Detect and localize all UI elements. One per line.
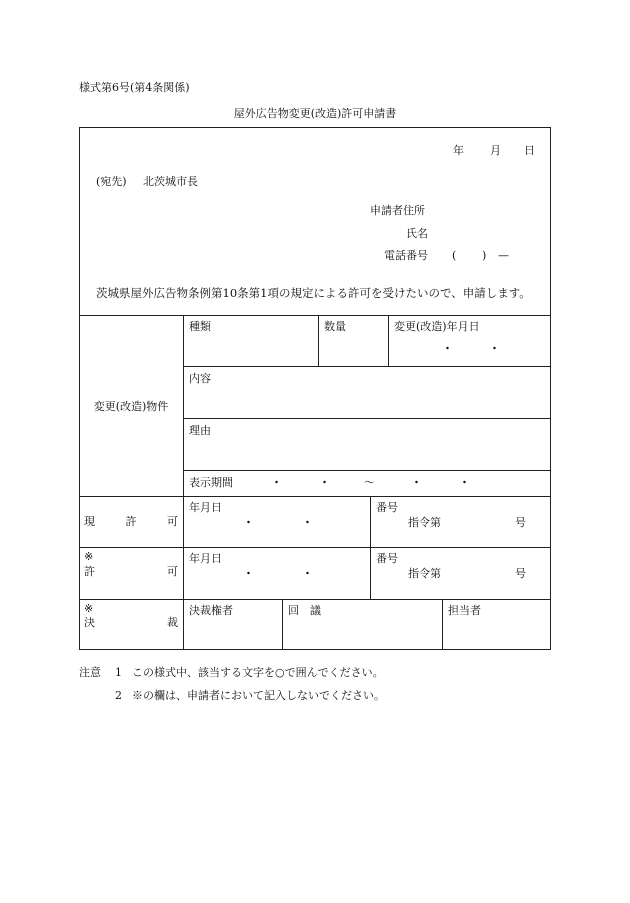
decision-char-1: 決	[84, 616, 95, 629]
period-dot-1: ・	[271, 476, 282, 489]
permit-label	[84, 566, 178, 577]
change-date-label: 変更(改造)年月日	[394, 320, 480, 333]
permit-char-1: 許	[84, 565, 95, 578]
addressee-label: (宛先)	[96, 175, 127, 188]
divider-object-section	[79, 496, 551, 497]
period-dot-2: ・	[319, 476, 330, 489]
change-date-dot-2: ・	[489, 342, 500, 355]
circulation-label: 回 議	[288, 604, 321, 617]
divider-authority-circulation	[282, 599, 283, 650]
current-permit-label	[84, 516, 178, 527]
divider-current-permit	[79, 547, 551, 548]
phone-dash: —	[498, 249, 509, 262]
divider-reason-row	[183, 470, 551, 471]
content-label: 内容	[189, 372, 211, 385]
kind-label: 種類	[189, 320, 211, 333]
permit-number-label: 番号	[376, 552, 398, 565]
date-year: 年	[453, 144, 464, 157]
change-date-dot-1: ・	[442, 342, 453, 355]
note-2-number: 2	[115, 689, 122, 702]
display-period-label: 表示期間	[189, 476, 233, 489]
divider-kind-quantity	[318, 315, 319, 366]
permit-date-label: 年月日	[189, 552, 222, 565]
phone-paren-open: (	[452, 249, 457, 262]
decision-char-2: 裁	[167, 616, 178, 629]
decision-label	[84, 617, 178, 628]
applicant-address-label: 申請者住所	[370, 204, 425, 217]
date-day: 日	[524, 144, 535, 157]
form-title: 屋外広告物変更(改造)許可申請書	[233, 107, 397, 120]
permit-directive-prefix: 指令第	[408, 567, 441, 580]
divider-intro	[79, 315, 551, 316]
decision-mark: ※	[84, 602, 94, 615]
divider-quantity-date	[388, 315, 389, 366]
changed-object-label: 変更(改造)物件	[93, 400, 169, 413]
divider-kind-row	[183, 366, 551, 367]
divider-circulation-staff	[442, 599, 443, 650]
permit-date-dot-1: ・	[243, 567, 254, 580]
date-month: 月	[490, 144, 501, 157]
permit-date-dot-2: ・	[302, 567, 313, 580]
current-permit-char-1: 現	[84, 515, 95, 528]
period-dot-4: ・	[459, 476, 470, 489]
current-permit-directive-prefix: 指令第	[408, 516, 441, 529]
divider-date-number	[370, 496, 371, 599]
divider-content-row	[183, 418, 551, 419]
form-number: 様式第6号(第4条関係)	[79, 81, 190, 94]
current-permit-char-3: 可	[167, 515, 178, 528]
current-permit-char-2: 許	[125, 515, 137, 528]
quantity-label: 数量	[324, 320, 346, 333]
decision-authority-label: 決裁権者	[189, 604, 233, 617]
phone-label: 電話番号	[384, 249, 428, 262]
permit-char-2: 可	[167, 565, 178, 578]
addressee: 北茨城市長	[143, 175, 198, 188]
period-tilde: 〜	[364, 476, 375, 489]
period-dot-3: ・	[411, 476, 422, 489]
application-statement: 茨城県屋外広告物条例第10条第1項の規定による許可を受けたいので、申請します。	[96, 286, 531, 300]
note-1-number: 1	[115, 666, 122, 679]
permit-directive-suffix: 号	[515, 567, 526, 580]
permit-mark: ※	[84, 550, 94, 563]
label-column-divider	[183, 315, 184, 650]
notes-label: 注意	[79, 666, 101, 679]
current-permit-date-dot-2: ・	[302, 516, 313, 529]
current-permit-directive-suffix: 号	[515, 516, 526, 529]
current-permit-number-label: 番号	[376, 501, 398, 514]
current-permit-date-dot-1: ・	[243, 516, 254, 529]
applicant-name-label: 氏名	[406, 227, 428, 240]
note-2-text: ※の欄は、申請者において記入しないでください。	[132, 689, 385, 702]
phone-paren-close: )	[482, 249, 487, 262]
staff-label: 担当者	[448, 604, 481, 617]
divider-permit	[79, 599, 551, 600]
note-1-text: この様式中、該当する文字を○で囲んでください。	[132, 666, 384, 679]
current-permit-date-label: 年月日	[189, 501, 222, 514]
reason-label: 理由	[189, 424, 211, 437]
